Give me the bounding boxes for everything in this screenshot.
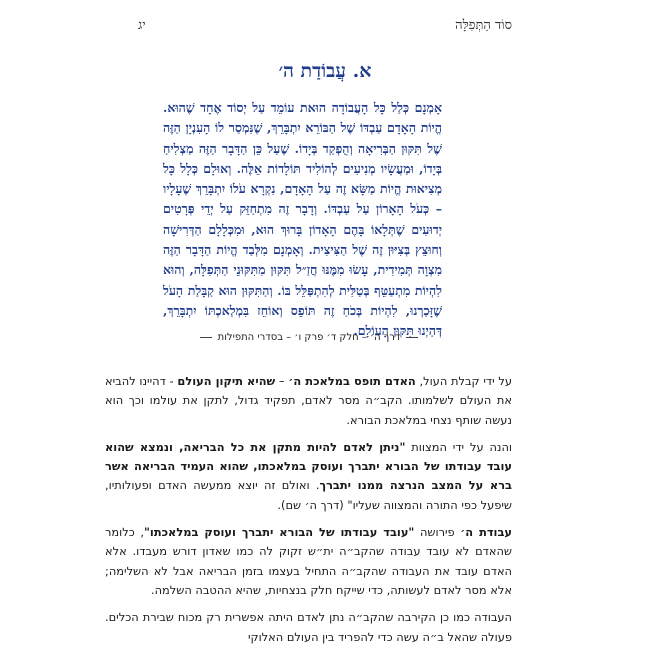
p3-bold-2: "עובד עבודתו של הבורא יתברך ועוסק במלאכתו" — [143, 525, 415, 540]
p1-rest: - דהיינו להביא את העולם לשלמותו. הקב״ה מסר לאדם, תפקיד גדול, לתקן את עולמו וכך הוא נעשה שותף נצחי במלאכת הבורא. — [105, 374, 512, 427]
p1-lead: על ידי קבלת העול, — [415, 374, 513, 388]
source-rule-left — [200, 337, 212, 338]
body-paragraph-3 — [105, 523, 512, 600]
page-number: יג — [138, 18, 146, 33]
p1-bold-2: שהיא תיקון העולם — [177, 374, 276, 388]
chapter-title: א. עֲבוֹדַת ה׳ — [278, 60, 372, 82]
p3-rest: , כלומר שהאדם לא עובד עבודה שהקב״ה ית״ש זקוק לה כמו שאדון דורש מעבדו. אלא האדם עובד את העבודה שהקב״ה התחיל בעצמו בזמן הבריאה אבל לא השלימה; אלא מסר לאדם לעשותה, כדי שייקח חלק בנצחיות, שהיא ההטבה השלמה. — [105, 525, 512, 597]
p3-bold-1: עבודת ה׳ — [460, 525, 512, 540]
running-head-title: סוֹד הַתְּפִלָּה — [455, 18, 512, 33]
p2-lead: והנה על ידי המצוות — [405, 439, 512, 454]
body-paragraph-1 — [105, 372, 512, 430]
p2-rest: . ואולם זה יוצא ממעשה האדם ופעולותיו, שיפעל כפי התורה והמצווה שעליו" (דרך ה׳ שם). — [105, 478, 512, 512]
body-text — [105, 372, 512, 655]
quoted-passage: אָמְנָם כְּלַל כָּל הָעֲבוֹדָה הוּאת עוֹמֵד עַל יְסוֹד אֶחָד שֶׁהוּא. הֱיוֹת הָאָדָם עַבְדּוֹ שֶׁל הַבּוֹרֵא יִתְבָּרֵךְ, שֶׁנִּמְסַר לוֹ הָעִנְיָן הַזֶּה שֶׁל תִּקּוּן הַבְּרִיאָה וְהֻפְקַד בְּיָדוֹ. שֶׁעַל כֵּן הַדָּבָר הַזֶּה מַצְלִיחַ בְּיָדוֹ, וּמַעֲשָׂיו מְנִיעִים לְהוֹלִיד תּוֹלָדוֹת אֵלֶּה. וְאוּלָם כְּלָל כָּל מְצִיאוּת הֱיוֹת מַשָּׂא זֶה עַל הָאָדָם, נִקְרָא עֹלוֹ יִתְבָּרֵךְ שֶׁעָלָיו – כְּעֹל הָאָרוֹן עַל עַבְדּוֹ. וְדָבָר זֶה מִתְחַזֵּק עַל יְדֵי פְּרָטִים יְדוּעִים שֶׁתְּלָאוֹ בָּהֶם הָאָדוֹן בָּרוּךְ הוּא, וּמִכְּלָלָם הַדְּרִישָׁה וְחוּצֵץ בְּצִיּוּן זֶה שֶׁל הַצִּיצִית. וְאָמְנָם מִלְּבַד הֱיוֹת הַדָּבָר הַזֶּה מִצְוָה תְּמִידִית, עָשׂוּ מִמֶּנּוּ חֲזַ״ל תִּקּוּן מִתִּקּוּנֵי הַתְּפִלָּה, וְהוּא לִהְיוֹת מִתְעַטֵּף בְּטַלִּית לְהִתְפַּלֵּל בּוֹ. וְהַתִּקּוּן הוּא קַבָּלַת הָעֹל שֶׁזָּכַרְנוּ, לִהְיוֹת בְּכֹחַ זֶה תּוֹפֵס וְאוֹחֵז בִּמְלַאכְתּוֹ יִתְבָּרֵךְ, דְּהַיְנוּ תִּקּוּן הָעוֹלָם. — [163, 100, 442, 339]
body-paragraph-2 — [105, 438, 512, 515]
p1-bold-1: האדם תופס במלאכת ה׳ — [288, 374, 416, 388]
quote-source-text: דרך ה׳ – חלק ד׳ פרק ו׳ – בסדרי התפילות — [217, 331, 401, 343]
quote-source — [200, 330, 418, 344]
p1-mid: – — [275, 374, 289, 388]
running-head — [138, 14, 512, 36]
p3-mid: פירושה — [414, 525, 461, 540]
body-paragraph-4: העבודה כמו כן הקירבה שהקב״ה נתן לאדם היתה אפשרית רק מכוח שבירת הכלים. פעולה שהאל ב״ה עשה כדי להפריד בין העולם האלוקי — [105, 610, 512, 644]
p2-bold-1: "ניתן לאדם להיות מתקן את כל הבריאה, ונמצא שהוא עובד עבודתו של הבורא יתברך ועוסק במלאכתו, שהוא העמיד הבריאה אשר ברא על המצב הנרצה ממנו יתברך — [105, 439, 512, 493]
source-rule-right — [406, 337, 418, 338]
